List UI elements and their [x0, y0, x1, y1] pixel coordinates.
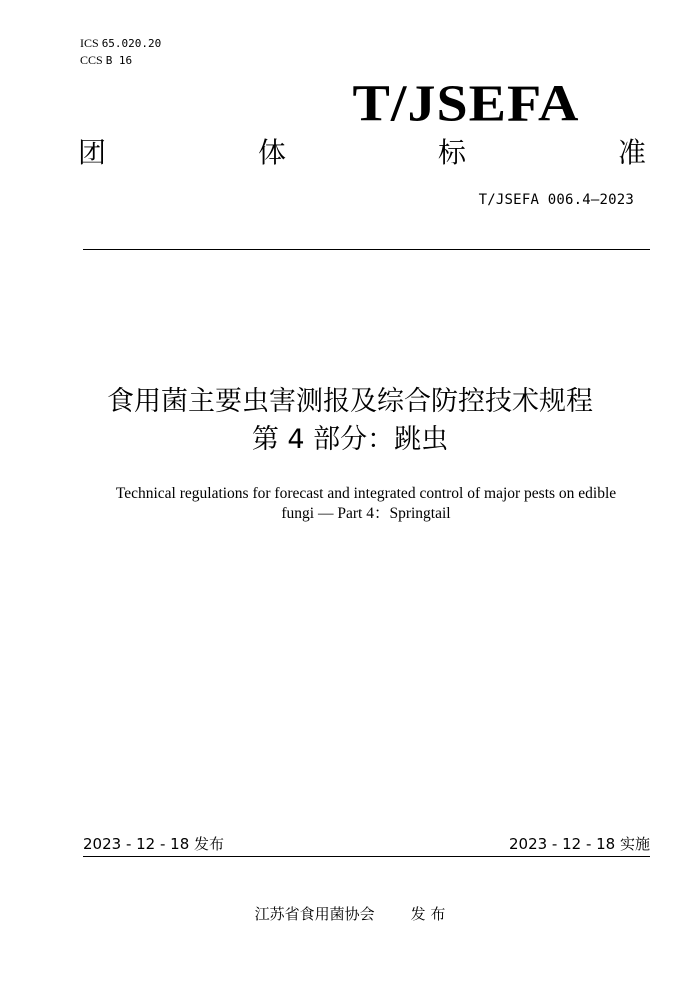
ics-code: 65.020.20	[101, 37, 162, 50]
standard-type-char: 准	[617, 136, 646, 169]
standard-type-char: 标	[437, 136, 466, 169]
ics-line	[80, 35, 161, 52]
english-title	[90, 484, 642, 524]
english-title-line-2: fungi — Part 4：Springtail	[281, 505, 451, 522]
standard-type-char: 体	[257, 136, 286, 169]
implementation-date: 2023 - 12 - 18 实施	[508, 835, 650, 853]
publisher-action: 发 布	[410, 905, 446, 923]
publisher-name: 江苏省食用菌协会	[254, 905, 375, 923]
chinese-title-line-2: 第 4 部分：跳虫	[251, 424, 449, 455]
publisher	[0, 903, 700, 925]
chinese-title	[0, 383, 700, 459]
ccs-code: B 16	[105, 54, 133, 67]
issue-date: 2023 - 12 - 18 发布	[83, 835, 225, 853]
classification-codes	[80, 35, 161, 69]
bottom-divider	[83, 856, 650, 857]
ccs-label: CCS	[80, 53, 103, 67]
top-divider	[83, 249, 650, 250]
ccs-line	[80, 52, 161, 69]
standard-type-char: 团	[78, 136, 107, 169]
chinese-title-line-1: 食用菌主要虫害测报及综合防控技术规程	[107, 386, 593, 417]
english-title-line-1: Technical regulations for forecast and integrated control of major pests on edible	[115, 485, 617, 502]
standard-type	[78, 136, 646, 170]
ics-label: ICS	[80, 36, 99, 50]
standard-number: T/JSEFA 006.4—2023	[478, 192, 634, 208]
association-logo-text: T/JSEFA	[352, 75, 580, 133]
